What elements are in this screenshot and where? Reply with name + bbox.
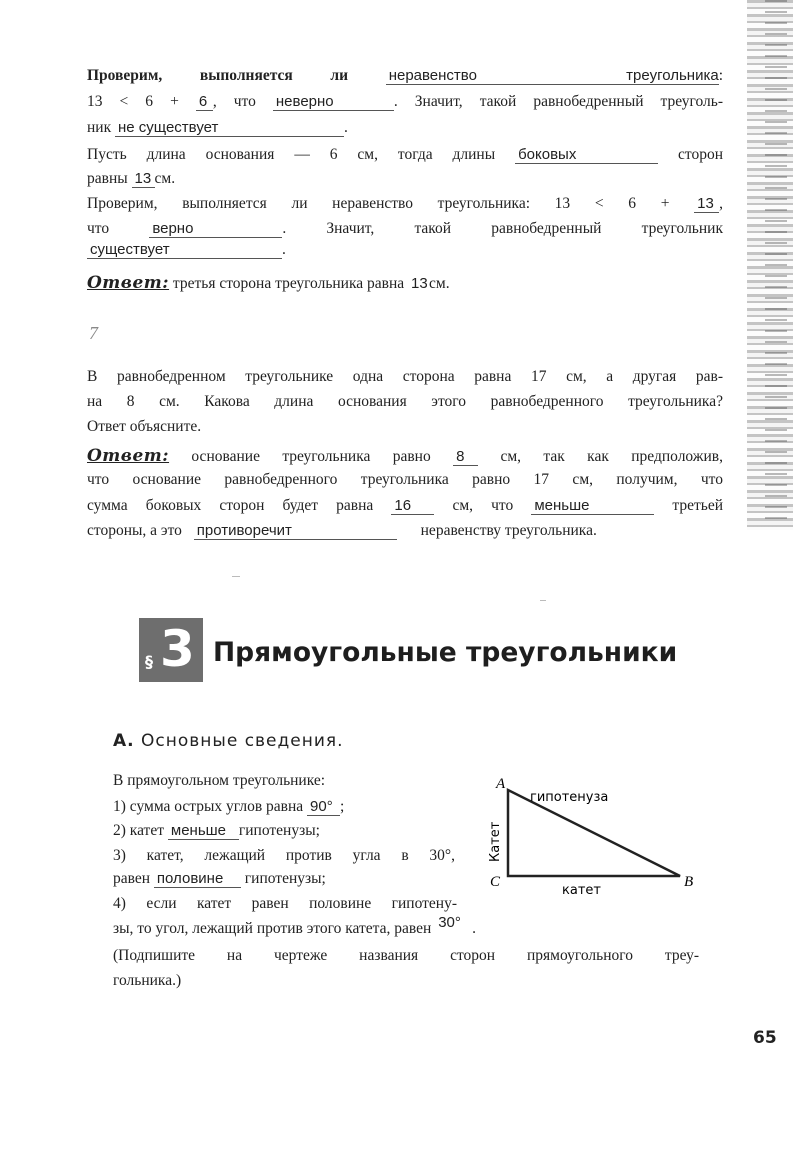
text: Пусть длина основания — 6 см, тогда длины xyxy=(87,146,496,163)
task6-line-6 xyxy=(87,194,723,214)
text: третьей xyxy=(672,497,724,514)
text: гипотенузы; xyxy=(238,822,320,839)
fill-blank: верно xyxy=(149,221,282,238)
text: , что xyxy=(212,93,256,110)
fact-2 xyxy=(113,821,320,841)
task7-answer-4 xyxy=(87,521,597,541)
text: : xyxy=(718,67,723,84)
text: , xyxy=(719,195,723,212)
text: Проверим, выполняется ли неравенство треугольника: 13 < 6 + xyxy=(87,195,670,212)
fill-blank: половине xyxy=(154,871,241,888)
task6-line-8 xyxy=(87,240,286,260)
subsection-heading xyxy=(113,731,344,751)
fill-blank: 30° xyxy=(438,914,461,931)
fill-blank: не существует xyxy=(115,120,344,137)
text: . Значит, такой равнобедренный треугольник xyxy=(282,220,723,237)
fill-blank: 13 xyxy=(132,171,155,188)
fill-blank: существует xyxy=(87,242,282,259)
fill-blank: боковых xyxy=(515,147,658,164)
fact-3a: 3) катет, лежащий против угла в 30°, xyxy=(113,847,455,864)
fact-3b xyxy=(113,869,326,889)
fact-4b xyxy=(113,914,476,939)
scan-speck xyxy=(232,576,240,577)
task6-line-1 xyxy=(87,66,723,86)
fill-blank: 6 xyxy=(196,94,213,111)
text: . Значит, такой равнобедренный треуголь- xyxy=(393,93,723,110)
hypotenuse-label: гипотенуза xyxy=(530,790,609,805)
text: сумма боковых сторон будет равна xyxy=(87,497,374,514)
text: что xyxy=(87,220,110,237)
fact-4a: 4) если катет равен половине гипотену- xyxy=(113,895,457,912)
text: ник xyxy=(87,119,112,136)
text: основание треугольника равно xyxy=(191,448,431,465)
note-line-1: (Подпишите на чертеже названия сторон прямоугольного треу- xyxy=(113,947,699,964)
fill-blank: 16 xyxy=(391,498,434,515)
fill-blank: неверно xyxy=(273,94,394,111)
section-symbol: § xyxy=(145,652,153,671)
task6-line-2 xyxy=(87,92,723,112)
text: см, что xyxy=(452,497,514,514)
text: неравенству треугольника. xyxy=(420,522,597,539)
fill-blank: противоречит xyxy=(194,523,397,540)
text: см, так как предположив, xyxy=(500,448,723,465)
text: . xyxy=(472,920,476,937)
fill-blank: меньше xyxy=(168,823,239,840)
text: сторон xyxy=(678,146,724,163)
text: Проверим, выполняется ли xyxy=(87,67,349,84)
vertex-c-label: C xyxy=(490,874,501,890)
text: ; xyxy=(340,798,345,815)
subsection-title: Основные сведения. xyxy=(141,731,344,751)
text: стороны, а это xyxy=(87,522,182,539)
fill-blank: 13 xyxy=(411,275,428,292)
fill-blank: неравенство треугольника xyxy=(386,68,719,85)
task6-line-4 xyxy=(87,145,723,165)
text: 1) сумма острых углов равна xyxy=(113,798,304,815)
fill-blank: 90° xyxy=(307,799,340,816)
answer-label: Ответ: xyxy=(87,273,170,293)
task6-answer xyxy=(87,273,450,294)
page-number: 65 xyxy=(753,1028,777,1048)
text: . xyxy=(282,241,286,258)
vertex-a-label: A xyxy=(496,776,506,792)
task7-question-3: Ответ объясните. xyxy=(87,418,202,435)
fact-1 xyxy=(113,797,344,817)
fill-blank: 13 xyxy=(694,196,719,213)
text: см. xyxy=(429,275,450,292)
text: равны xyxy=(87,170,128,187)
text: зы, то угол, лежащий против этого катета, равен xyxy=(113,920,432,937)
task7-answer-1 xyxy=(87,446,723,467)
text: . xyxy=(344,119,348,136)
task6-line-5 xyxy=(87,169,175,189)
vertical-leg-label: Катет xyxy=(488,821,503,862)
fill-blank: 8 xyxy=(453,449,478,466)
section-number: 3 xyxy=(160,620,195,678)
right-triangle-diagram xyxy=(480,772,710,902)
task7-answer-3 xyxy=(87,496,723,516)
horizontal-leg-label: катет xyxy=(562,883,601,898)
task6-line-3 xyxy=(87,118,348,138)
answer-label: Ответ: xyxy=(87,446,170,466)
text: см. xyxy=(154,170,176,187)
task-number: 7 xyxy=(89,323,98,343)
subsection-letter: А. xyxy=(113,731,135,751)
task7-answer-2: что основание равнобедренного треугольника равно 17 см, получим, что xyxy=(87,471,723,488)
task7-question-2: на 8 см. Какова длина основания этого равнобедренного треугольника? xyxy=(87,393,723,410)
task6-line-7 xyxy=(87,219,723,239)
text: 13 < 6 + xyxy=(87,93,179,110)
facts-intro: В прямоугольном треугольнике: xyxy=(113,772,326,789)
text: третья сторона треугольника равна xyxy=(172,275,405,292)
text: гипотенузы; xyxy=(244,870,326,887)
vertex-b-label: B xyxy=(684,874,694,890)
note-line-2: гольника.) xyxy=(113,972,182,989)
text: равен xyxy=(113,870,151,887)
section-title: Прямоугольные треугольники xyxy=(213,637,678,668)
scan-speck xyxy=(540,600,546,601)
text: 2) катет xyxy=(113,822,164,839)
page-edge-shadow-lines xyxy=(765,0,787,520)
fill-blank: меньше xyxy=(531,498,654,515)
task7-question-1: В равнобедренном треугольнике одна сторона равна 17 см, а другая рав- xyxy=(87,368,723,385)
